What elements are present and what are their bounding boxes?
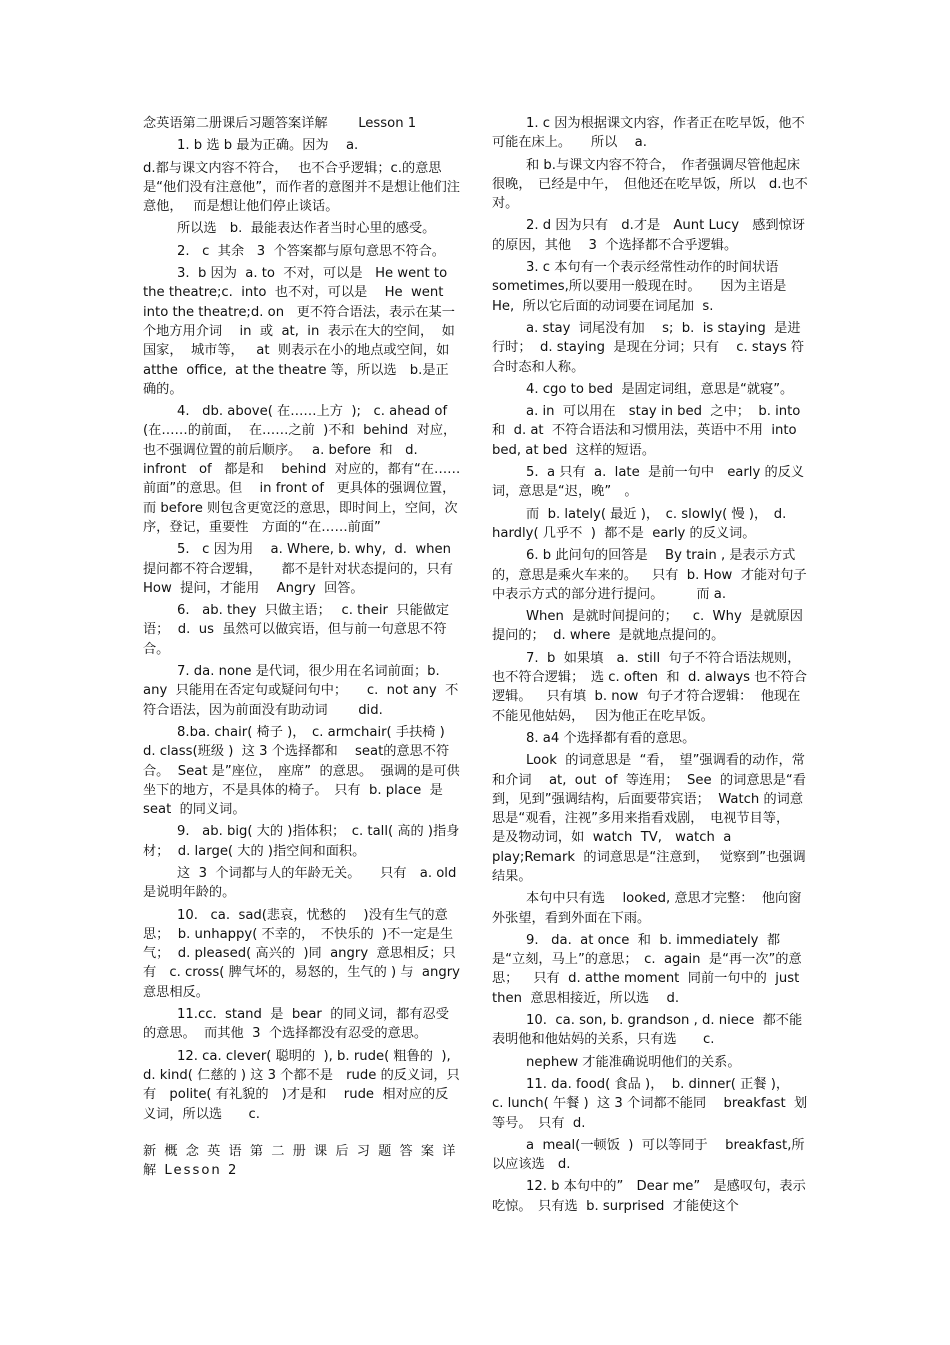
- right-paragraph: 本句中只有选 looked, 意思才完整： 他向窗外张望，看到外面在下雨。: [492, 891, 802, 926]
- left-paragraph: 9. ab. big( 大的 )指体积； c. tall( 高的 )指身材； d. large( 大的 )指空间和面积。: [143, 824, 460, 859]
- left-paragraph: 12. ca. clever( 聪明的 ), b. rude( 粗鲁的 ), d. kind( 仁慈的 ) 这 3 个都不是 rude 的反义词，只有 polite( 有礼貌的 )才是和 rude 相对应的反义词，所以选 c.: [143, 1048, 460, 1122]
- right-paragraph: 9. da. at once 和 b. immediately 都是“立刻，马上”的意思； c. again 是“再一次”的意思； 只有 d. atthe moment 同前一句中的 just then 意思相接近，所以选 d.: [492, 932, 804, 1006]
- right-paragraph: a. stay 词尾没有加 s; b. is staying 是进行时； d. staying 是现在分词；只有 c. stays 符合时态和人称。: [492, 320, 805, 375]
- right-paragraph: 而 b. lately( 最近 )， c. slowly( 慢 )， d. hardly( 几乎不 ) 都不是 early 的反义词。: [492, 506, 791, 541]
- left-paragraph: 这 3 个词都与人的年龄无关。 只有 a. old 是说明年龄的。: [143, 865, 465, 901]
- left-paragraph: 1. b 选 b 最为正确。因为 a.: [177, 138, 359, 154]
- left-paragraph: 所以选 b. 最能表达作者当时心里的感受。: [177, 221, 436, 237]
- left-paragraph: 8.ba. chair( 椅子 )， c. armchair( 手扶椅 ) d. class(班级 ) 这 3 个选择都和 seat的意思不符合。 Seat 是”座位， 座席” 的意思。 强调的是可供坐下的地方，不是具体的椅子。 只有 b. place 是 seat 的同义词。: [143, 724, 460, 818]
- left-paragraph: 11.cc. stand 是 bear 的同义词，都有忍受的意思。 而其他 3 个选择都没有忍受的意思。: [143, 1007, 449, 1042]
- left-column: [143, 114, 469, 1180]
- right-paragraph: 8. a4 个选择都有看的意思。: [526, 730, 696, 746]
- left-paragraph: 5. c 因为用 a. Where, b. why, d. when 提问都不符合逻辑， 都不是针对状态提问的，只有 How 提问，才能用 Angry 回答。: [143, 542, 467, 596]
- right-paragraph: a meal(一顿饭 ) 可以等同于 breakfast,所以应该选 d.: [492, 1137, 805, 1173]
- right-paragraph: 2. d 因为只有 d.才是 Aunt Lucy 感到惊讶的原因，其他 3 个选择都不合乎逻辑。: [492, 218, 805, 253]
- lesson-2-heading: 新 概 念 英 语 第 二 册 课 后 习 题 答 案 详 解 Lesson 2: [143, 1143, 464, 1179]
- left-paragraph: d.都与课文内容不符合， 也不合乎逻辑；c.的意思是“他们没有注意他”，而作者的意图并不是想让他们注意他， 而是想让他们停止谈话。: [143, 160, 460, 215]
- left-paragraph: 4. db. above( 在……上方 ); c. ahead of (在……的前面， 在……之前 )不和 behind 对应，也不强调位置的前后顺序。 a. before 和 d. infront of 都是和 behind 对应的，都有“在……前面”的意思。但 in front of 更具体的强调位置， 而 before 则包含更宽泛的意思，即时间上，空间，次序，登记，重要性 方面的“在……前面”: [143, 404, 462, 535]
- right-paragraph: 12. b 本句中的” Dear me” 是感叹句，表示吃惊。 只有选 b. surprised 才能使这个: [492, 1179, 806, 1214]
- right-column: [492, 114, 808, 1216]
- right-paragraph: 3. c 本句有一个表示经常性动作的时间状语 sometimes,所以要用一般现在时。 因为主语是 He, 所以它后面的动词要在词尾加 s.: [492, 260, 800, 314]
- left-paragraph: 3. b 因为 a. to 不对，可以是 He went to the theatre;c. into 也不对，可以是 He went into the theatre;d. on 更不符合语法，表示在某一个地方用介词 in 或 at, in 表示在大的空间， 如国家， 城市等， at 则表示在小的地点或空间，如 atthe office, at the theatre 等，所以选 b.是正确的。: [143, 266, 463, 397]
- right-paragraph: 11. da. food( 食品 )， b. dinner( 正餐 )， c. lunch( 午餐 ) 这 3 个词都不能同 breakfast 划等号。 只有 d.: [492, 1076, 808, 1131]
- right-paragraph: 7. b 如果填 a. still 句子不符合语法规则，也不符合逻辑； 选 c. often 和 d. always 也不符合逻辑。 只有填 b. now 句子才符合逻辑： 他现在不能见他姑妈， 因为他正在吃早饭。: [492, 650, 807, 724]
- right-paragraph: nephew 才能准确说明他们的关系。: [526, 1054, 741, 1070]
- right-paragraph: 5. a 只有 a. late 是前一句中 early 的反义词，意思是“迟，晚” 。: [492, 465, 805, 500]
- left-paragraph: 6. ab. they 只做主语； c. their 只能做定语； d. us 虽然可以做宾语，但与前一句意思不符合。: [143, 603, 450, 657]
- right-paragraph: 和 b.与课文内容不符合， 作者强调尽管他起床很晚， 已经是中午， 但他还在吃早饭，所以 d.也不对。: [492, 157, 808, 212]
- left-paragraph: 念英语第二册课后习题答案详解 Lesson 1: [143, 116, 417, 131]
- left-paragraph: 7. da. none 是代词，很少用在名词前面；b. any 只能用在否定句或疑问句中； c. not any 不符合语法，因为前面没有助动词 did.: [143, 664, 459, 718]
- right-paragraph: When 是就时间提问的； c. Why 是就原因提问的； d. where 是就地点提问的。: [492, 609, 803, 644]
- right-paragraph: a. in 可以用在 stay in bed 之中； b. into 和 d. at 不符合语法和习惯用法，英语中不用 into bed, at bed 这样的短语。: [492, 404, 805, 458]
- left-paragraph: 2. c 其余 3 个答案都与原句意思不符合。: [177, 243, 445, 259]
- right-paragraph: 6. b 此问句的回答是 By train , 是表示方式的，意思是乘火车来的。 只有 b. How 才能对句子中表示方式的部分进行提问。 而 a.: [492, 548, 807, 602]
- right-paragraph: 10. ca. son, b. grandson , d. niece 都不能表明他和他姑妈的关系，只有选 c.: [492, 1013, 803, 1048]
- right-paragraph: 4. cgo to bed 是固定词组，意思是“就寝”。: [526, 381, 794, 397]
- right-paragraph: 1. c 因为根据课文内容，作者正在吃早饭，他不可能在床上。 所以 a.: [492, 116, 805, 151]
- left-paragraph: 10. ca. sad(悲哀，忧愁的 )没有生气的意思； b. unhappy( 不幸的， 不快乐的 )不一定是生气； d. pleased( 高兴的 )同 angry 意思相反；只有 c. cross( 脾气坏的，易怒的，生气的 ) 与 angry 意思相反。: [143, 907, 469, 1000]
- right-paragraph: Look 的词意思是 “看， 望”强调看的动作，常和介词 at, out of 等连用； See 的词意思是“看到，见到”强调结构，后面要带宾语； Watch 的词意思是“观看，注视”多用来指看戏剧， 电视节目等， 是及物动词，如 watch TV, watch a play;Remark 的词意思是“注意到， 觉察到”也强调结果。: [492, 753, 806, 884]
